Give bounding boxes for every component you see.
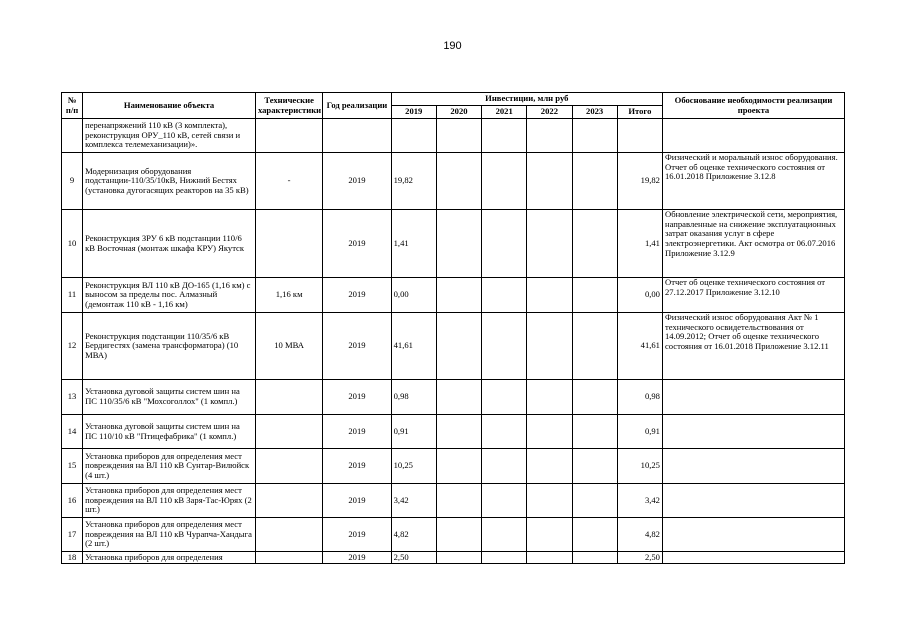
row-value-2023	[572, 518, 617, 552]
row-num: 14	[62, 415, 83, 449]
row-total: 0,00	[617, 278, 662, 313]
row-value-2020	[436, 153, 481, 210]
header-object-name: Наименование объекта	[83, 93, 256, 119]
row-value-2023	[572, 313, 617, 380]
row-total: 19,82	[617, 153, 662, 210]
row-object-name: Установка приборов для определения мест повреждения на ВЛ 110 кВ Заря-Тас-Юрях (2 шт.)	[83, 484, 256, 518]
row-value-2023	[572, 380, 617, 415]
row-value-2021	[482, 380, 527, 415]
row-value-2023	[572, 210, 617, 278]
row-value-2019: 41,61	[391, 313, 436, 380]
row-value-2023	[572, 552, 617, 564]
row-year: 2019	[323, 210, 391, 278]
header-year-2021: 2021	[482, 106, 527, 119]
row-year: 2019	[323, 449, 391, 484]
row-value-2020	[436, 552, 481, 564]
row-num: 10	[62, 210, 83, 278]
row-value-2023	[572, 449, 617, 484]
row-value-2020	[436, 415, 481, 449]
row-value-2022	[527, 449, 572, 484]
row-value-2021	[482, 449, 527, 484]
row-tech-specs	[255, 449, 322, 484]
row-year: 2019	[323, 380, 391, 415]
row-value-2020	[436, 313, 481, 380]
row-total: 1,41	[617, 210, 662, 278]
row-tech-specs	[255, 119, 322, 153]
row-value-2022	[527, 119, 572, 153]
row-object-name: Модернизация оборудования подстанции-110/35/10кВ, Нижний Бестях (установка дугогасящих реакторов на 35 кВ)	[83, 153, 256, 210]
row-basis	[662, 415, 844, 449]
row-basis: Физический износ оборудования Акт № 1 технического освидетельствования от 14.09.2012; Отчет об оценке технического состояния от 16.01.2018 Приложение 3.12.11	[662, 313, 844, 380]
row-value-2022	[527, 278, 572, 313]
header-investments: Инвестиции, млн руб	[391, 93, 662, 106]
row-value-2020	[436, 119, 481, 153]
header-tech-specs: Технические характеристики	[255, 93, 322, 119]
row-num: 12	[62, 313, 83, 380]
row-year: 2019	[323, 518, 391, 552]
row-tech-specs	[255, 380, 322, 415]
row-num: 9	[62, 153, 83, 210]
table-row	[62, 518, 845, 552]
row-value-2019: 0,91	[391, 415, 436, 449]
row-num: 15	[62, 449, 83, 484]
row-total: 2,50	[617, 552, 662, 564]
row-object-name: Установка дуговой защиты систем шин на ПС 110/35/6 кВ "Мохсоголлох" (1 компл.)	[83, 380, 256, 415]
row-year: 2019	[323, 415, 391, 449]
row-total: 10,25	[617, 449, 662, 484]
row-tech-specs: 1,16 км	[255, 278, 322, 313]
row-basis: Обновление электрической сети, мероприятия, направленные на снижение эксплуатационных затрат оказания услуг в сфере электроэнергетики. Акт осмотра от 06.07.2016 Приложение 3.12.9	[662, 210, 844, 278]
table-body	[62, 119, 845, 564]
row-total: 41,61	[617, 313, 662, 380]
table-row	[62, 380, 845, 415]
row-value-2020	[436, 518, 481, 552]
table-row	[62, 313, 845, 380]
row-value-2021	[482, 210, 527, 278]
row-object-name: Установка приборов для определения мест повреждения на ВЛ 110 кВ Чурапча-Хандыга (2 шт.)	[83, 518, 256, 552]
table-row	[62, 278, 845, 313]
row-year: 2019	[323, 313, 391, 380]
header-year-2020: 2020	[436, 106, 481, 119]
row-value-2022	[527, 313, 572, 380]
row-year: 2019	[323, 552, 391, 564]
row-total	[617, 119, 662, 153]
row-basis	[662, 119, 844, 153]
row-value-2019: 4,82	[391, 518, 436, 552]
row-num: 17	[62, 518, 83, 552]
table-row	[62, 153, 845, 210]
row-total: 0,98	[617, 380, 662, 415]
row-object-name: Реконструкция ВЛ 110 кВ ДО-165 (1,16 км) с выносом за пределы пос. Алмазный (демонтаж 110 кВ - 1,16 км)	[83, 278, 256, 313]
row-value-2023	[572, 415, 617, 449]
row-value-2021	[482, 119, 527, 153]
row-basis: Физический и моральный износ оборудования. Отчет об оценке технического состояния от 16.01.2018 Приложение 3.12.8	[662, 153, 844, 210]
row-value-2022	[527, 153, 572, 210]
header-basis: Обоснование необходимости реализации проекта	[662, 93, 844, 119]
header-year: Год реализации	[323, 93, 391, 119]
row-year	[323, 119, 391, 153]
row-value-2022	[527, 484, 572, 518]
row-value-2022	[527, 552, 572, 564]
row-value-2020	[436, 380, 481, 415]
table-row	[62, 210, 845, 278]
page-number: 190	[443, 40, 462, 52]
row-value-2019: 10,25	[391, 449, 436, 484]
row-value-2021	[482, 153, 527, 210]
row-object-name: Реконструкция подстанции 110/35/6 кВ Бердигестях (замена трансформатора) (10 МВА)	[83, 313, 256, 380]
row-value-2019	[391, 119, 436, 153]
row-object-name: Установка приборов для определения	[83, 552, 256, 564]
row-num: 13	[62, 380, 83, 415]
table-row	[62, 415, 845, 449]
row-basis	[662, 484, 844, 518]
header-num: № п/п	[62, 93, 83, 119]
row-value-2022	[527, 518, 572, 552]
table-row	[62, 552, 845, 564]
row-value-2019: 3,42	[391, 484, 436, 518]
row-value-2019: 1,41	[391, 210, 436, 278]
row-value-2021	[482, 278, 527, 313]
table-row	[62, 484, 845, 518]
table-row	[62, 449, 845, 484]
row-tech-specs: -	[255, 153, 322, 210]
row-value-2020	[436, 484, 481, 518]
row-value-2019: 0,00	[391, 278, 436, 313]
row-total: 4,82	[617, 518, 662, 552]
row-tech-specs	[255, 210, 322, 278]
row-tech-specs	[255, 518, 322, 552]
row-object-name: Установка приборов для определения мест повреждения на ВЛ 110 кВ Сунтар-Вилюйск (4 шт.)	[83, 449, 256, 484]
table-row	[62, 119, 845, 153]
row-value-2022	[527, 210, 572, 278]
row-num: 16	[62, 484, 83, 518]
row-basis	[662, 552, 844, 564]
row-value-2023	[572, 153, 617, 210]
row-value-2020	[436, 210, 481, 278]
row-value-2022	[527, 380, 572, 415]
row-value-2020	[436, 278, 481, 313]
header-year-2023: 2023	[572, 106, 617, 119]
row-value-2021	[482, 313, 527, 380]
row-total: 3,42	[617, 484, 662, 518]
header-year-2019: 2019	[391, 106, 436, 119]
row-total: 0,91	[617, 415, 662, 449]
row-object-name: Установка дуговой защиты систем шин на ПС 110/10 кВ "Птицефабрика" (1 компл.)	[83, 415, 256, 449]
row-basis	[662, 518, 844, 552]
row-value-2021	[482, 415, 527, 449]
row-basis: Отчет об оценке технического состояния от 27.12.2017 Приложение 3.12.10	[662, 278, 844, 313]
row-tech-specs	[255, 415, 322, 449]
header-total: Итого	[617, 106, 662, 119]
row-num: 11	[62, 278, 83, 313]
row-value-2023	[572, 119, 617, 153]
row-value-2019: 2,50	[391, 552, 436, 564]
row-value-2020	[436, 449, 481, 484]
row-year: 2019	[323, 153, 391, 210]
row-value-2019: 0,98	[391, 380, 436, 415]
row-tech-specs	[255, 484, 322, 518]
row-num	[62, 119, 83, 153]
row-object-name: перенапряжений 110 кВ (3 комплекта), реконструкция ОРУ_110 кВ, сетей связи и комплекса телемеханизации)».	[83, 119, 256, 153]
row-value-2021	[482, 518, 527, 552]
row-value-2023	[572, 484, 617, 518]
row-basis	[662, 449, 844, 484]
row-object-name: Реконструкция ЗРУ 6 кВ подстанции 110/6 кВ Восточная (монтаж шкафа КРУ) Якутск	[83, 210, 256, 278]
header-year-2022: 2022	[527, 106, 572, 119]
row-value-2023	[572, 278, 617, 313]
row-value-2019: 19,82	[391, 153, 436, 210]
row-year: 2019	[323, 484, 391, 518]
row-num: 18	[62, 552, 83, 564]
row-value-2021	[482, 552, 527, 564]
row-year: 2019	[323, 278, 391, 313]
row-value-2022	[527, 415, 572, 449]
row-basis	[662, 380, 844, 415]
row-value-2021	[482, 484, 527, 518]
row-tech-specs: 10 МВА	[255, 313, 322, 380]
row-tech-specs	[255, 552, 322, 564]
investment-table	[61, 92, 845, 564]
